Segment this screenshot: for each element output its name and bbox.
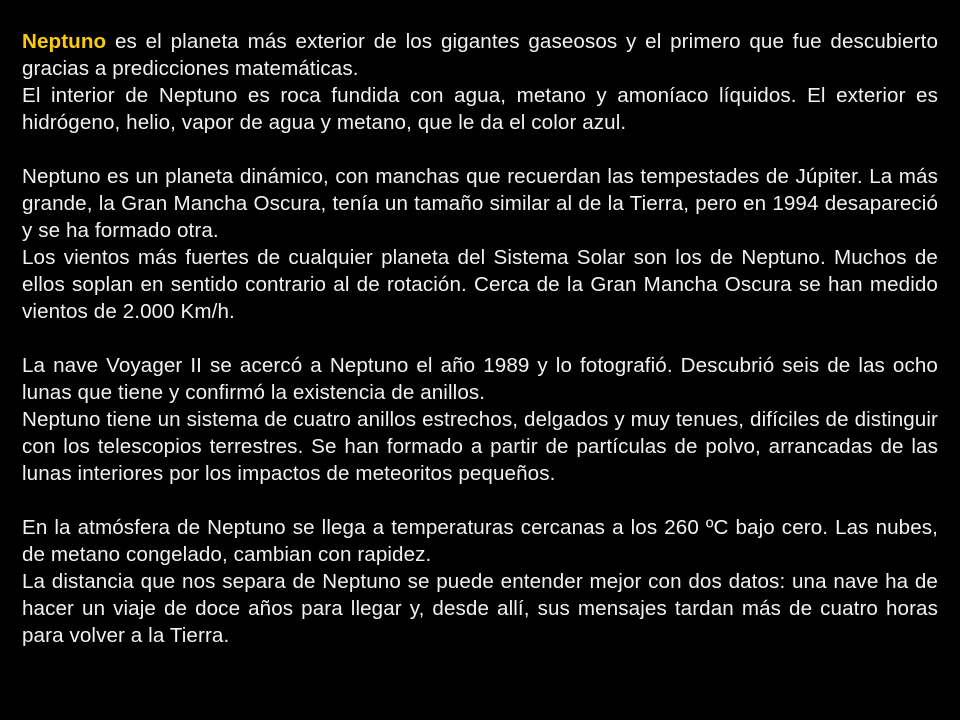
paragraph-winds: Los vientos más fuertes de cualquier planeta del Sistema Solar son los de Neptuno. Muchos de ellos soplan en sentido contrario al de rotación. Cerca de la Gran Mancha Oscura se han medido vientos de 2.000 Km/h. bbox=[22, 246, 938, 323]
paragraph-voyager: La nave Voyager II se acercó a Neptuno el año 1989 y lo fotografió. Descubrió seis de las ocho lunas que tiene y confirmó la existencia de anillos. bbox=[22, 354, 938, 404]
slide-text-body bbox=[22, 28, 938, 649]
paragraph-atmosphere: En la atmósfera de Neptuno se llega a temperaturas cercanas a los 260 ºC bajo cero. Las nubes, de metano congelado, cambian con rapidez. bbox=[22, 516, 938, 566]
intro-text: es el planeta más exterior de los gigantes gaseosos y el primero que fue descubierto gracias a predicciones matemáticas. bbox=[22, 30, 938, 80]
paragraph-gap bbox=[22, 325, 938, 352]
paragraph-interior: El interior de Neptuno es roca fundida con agua, metano y amoníaco líquidos. El exterior es hidrógeno, helio, vapor de agua y metano, que le da el color azul. bbox=[22, 84, 938, 134]
highlight-title-word: Neptuno bbox=[22, 30, 107, 53]
paragraph-rings: Neptuno tiene un sistema de cuatro anillos estrechos, delgados y muy tenues, difíciles de distinguir con los telescopios terrestres. Se han formado a partir de partículas de polvo, arrancadas de las lunas interiores por los impactos de meteoritos pequeños. bbox=[22, 408, 938, 485]
paragraph-storms: Neptuno es un planeta dinámico, con manchas que recuerdan las tempestades de Júpiter. La más grande, la Gran Mancha Oscura, tenía un tamaño similar al de la Tierra, pero en 1994 desapareció y se ha formado otra. bbox=[22, 165, 938, 242]
paragraph-gap bbox=[22, 136, 938, 163]
paragraph-distance: La distancia que nos separa de Neptuno se puede entender mejor con dos datos: una nave ha de hacer un viaje de doce años para llegar y, desde allí, sus mensajes tardan más de cuatro horas para volver a la Tierra. bbox=[22, 570, 938, 647]
paragraph-gap bbox=[22, 487, 938, 514]
paragraph-intro bbox=[22, 28, 938, 82]
